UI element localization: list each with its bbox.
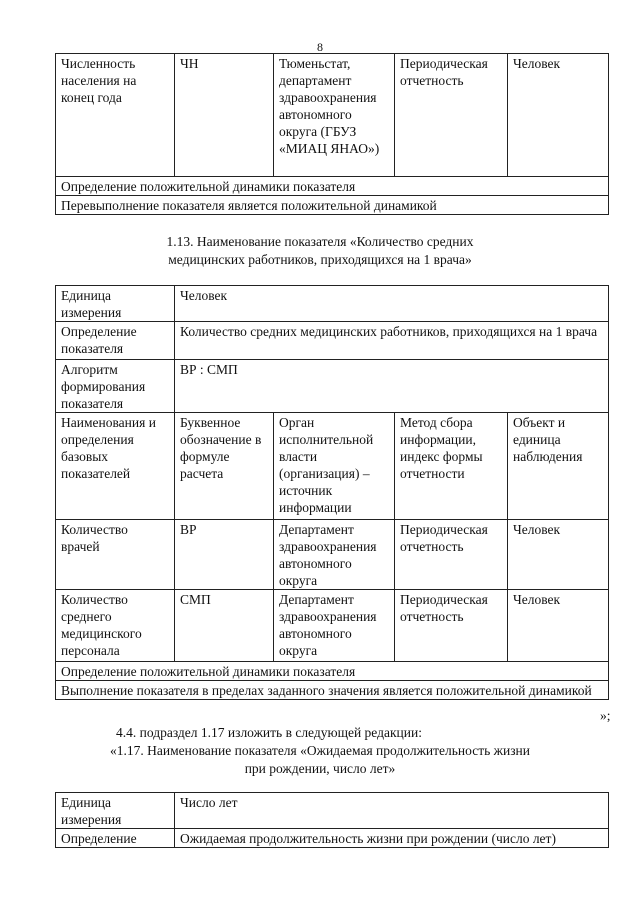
closing-quote: »;	[600, 708, 611, 723]
table-header-row	[56, 413, 609, 520]
positive-dynamics-value: Выполнение показателя в пределах заданного значения является положительной динамикой	[56, 681, 609, 700]
table-row	[56, 360, 609, 413]
table-cell: Департамент здравоохранения автономного округа	[274, 590, 395, 662]
table-header: Объект и единица наблюдения	[508, 413, 609, 520]
table-cell: Количество среднего медицинского персонала	[56, 590, 175, 662]
table-header: Наименования и определения базовых показателей	[56, 413, 175, 520]
table-cell: Количество врачей	[56, 520, 175, 590]
table-cell: Департамент здравоохранения автономного округа	[274, 520, 395, 590]
table-value: Количество средних медицинских работников, приходящихся на 1 врача	[175, 322, 609, 360]
table-value: Ожидаемая продолжительность жизни при рождении (число лет)	[175, 829, 609, 848]
table-row	[56, 520, 609, 590]
table-row	[56, 286, 609, 322]
table-value: Число лет	[175, 793, 609, 829]
section-heading-1-13	[0, 233, 640, 269]
heading-line: «1.17. Наименование показателя «Ожидаемая продолжительность жизни	[110, 743, 530, 758]
table-row	[56, 322, 609, 360]
table-indicator-1-13	[55, 285, 609, 700]
table-label: Определение	[56, 829, 175, 848]
heading-line: медицинских работников, приходящихся на 1 врача»	[168, 252, 472, 267]
table-row	[56, 662, 609, 681]
paragraph-4-4: 4.4. подраздел 1.17 изложить в следующей редакции:	[116, 725, 422, 740]
table-header: Метод сбора информации, индекс формы отчетности	[395, 413, 508, 520]
table-row	[56, 196, 609, 215]
page-number: 8	[317, 40, 323, 54]
table-value: Человек	[175, 286, 609, 322]
table-row	[56, 681, 609, 700]
table-ch-indicator	[55, 53, 609, 215]
section-heading-1-17	[0, 742, 640, 778]
table-cell: ВР	[175, 520, 274, 590]
table-cell: Человек	[508, 520, 609, 590]
table-indicator-1-17	[55, 792, 609, 848]
heading-line: 1.13. Наименование показателя «Количество средних	[166, 234, 474, 249]
table-cell: Периодическая отчетность	[395, 590, 508, 662]
table-row	[56, 829, 609, 848]
table-label: Определение показателя	[56, 322, 175, 360]
table-row	[56, 177, 609, 196]
table-cell: Тюменьстат, департамент здравоохранения автономного округа (ГБУЗ «МИАЦ ЯНАО»)	[274, 54, 395, 177]
table-row	[56, 54, 609, 177]
positive-dynamics-value: Перевыполнение показателя является положительной динамикой	[56, 196, 609, 215]
table-label: Единица измерения	[56, 286, 175, 322]
table-label: Единица измерения	[56, 793, 175, 829]
table-label: Алгоритм формирования показателя	[56, 360, 175, 413]
table-row	[56, 590, 609, 662]
table-header: Буквенное обозначение в формуле расчета	[175, 413, 274, 520]
table-cell: Периодическая отчетность	[395, 54, 508, 177]
table-value: ВР : СМП	[175, 360, 609, 413]
table-header: Орган исполнительной власти (организация) – источник информации	[274, 413, 395, 520]
table-cell: СМП	[175, 590, 274, 662]
positive-dynamics-label: Определение положительной динамики показателя	[56, 177, 609, 196]
table-cell: Человек	[508, 590, 609, 662]
table-cell: Человек	[508, 54, 609, 177]
heading-line: при рождении, число лет»	[244, 761, 396, 776]
table-cell: ЧН	[175, 54, 274, 177]
table-cell: Периодическая отчетность	[395, 520, 508, 590]
table-cell: Численность населения на конец года	[56, 54, 175, 177]
table-row	[56, 793, 609, 829]
positive-dynamics-label: Определение положительной динамики показателя	[56, 662, 609, 681]
